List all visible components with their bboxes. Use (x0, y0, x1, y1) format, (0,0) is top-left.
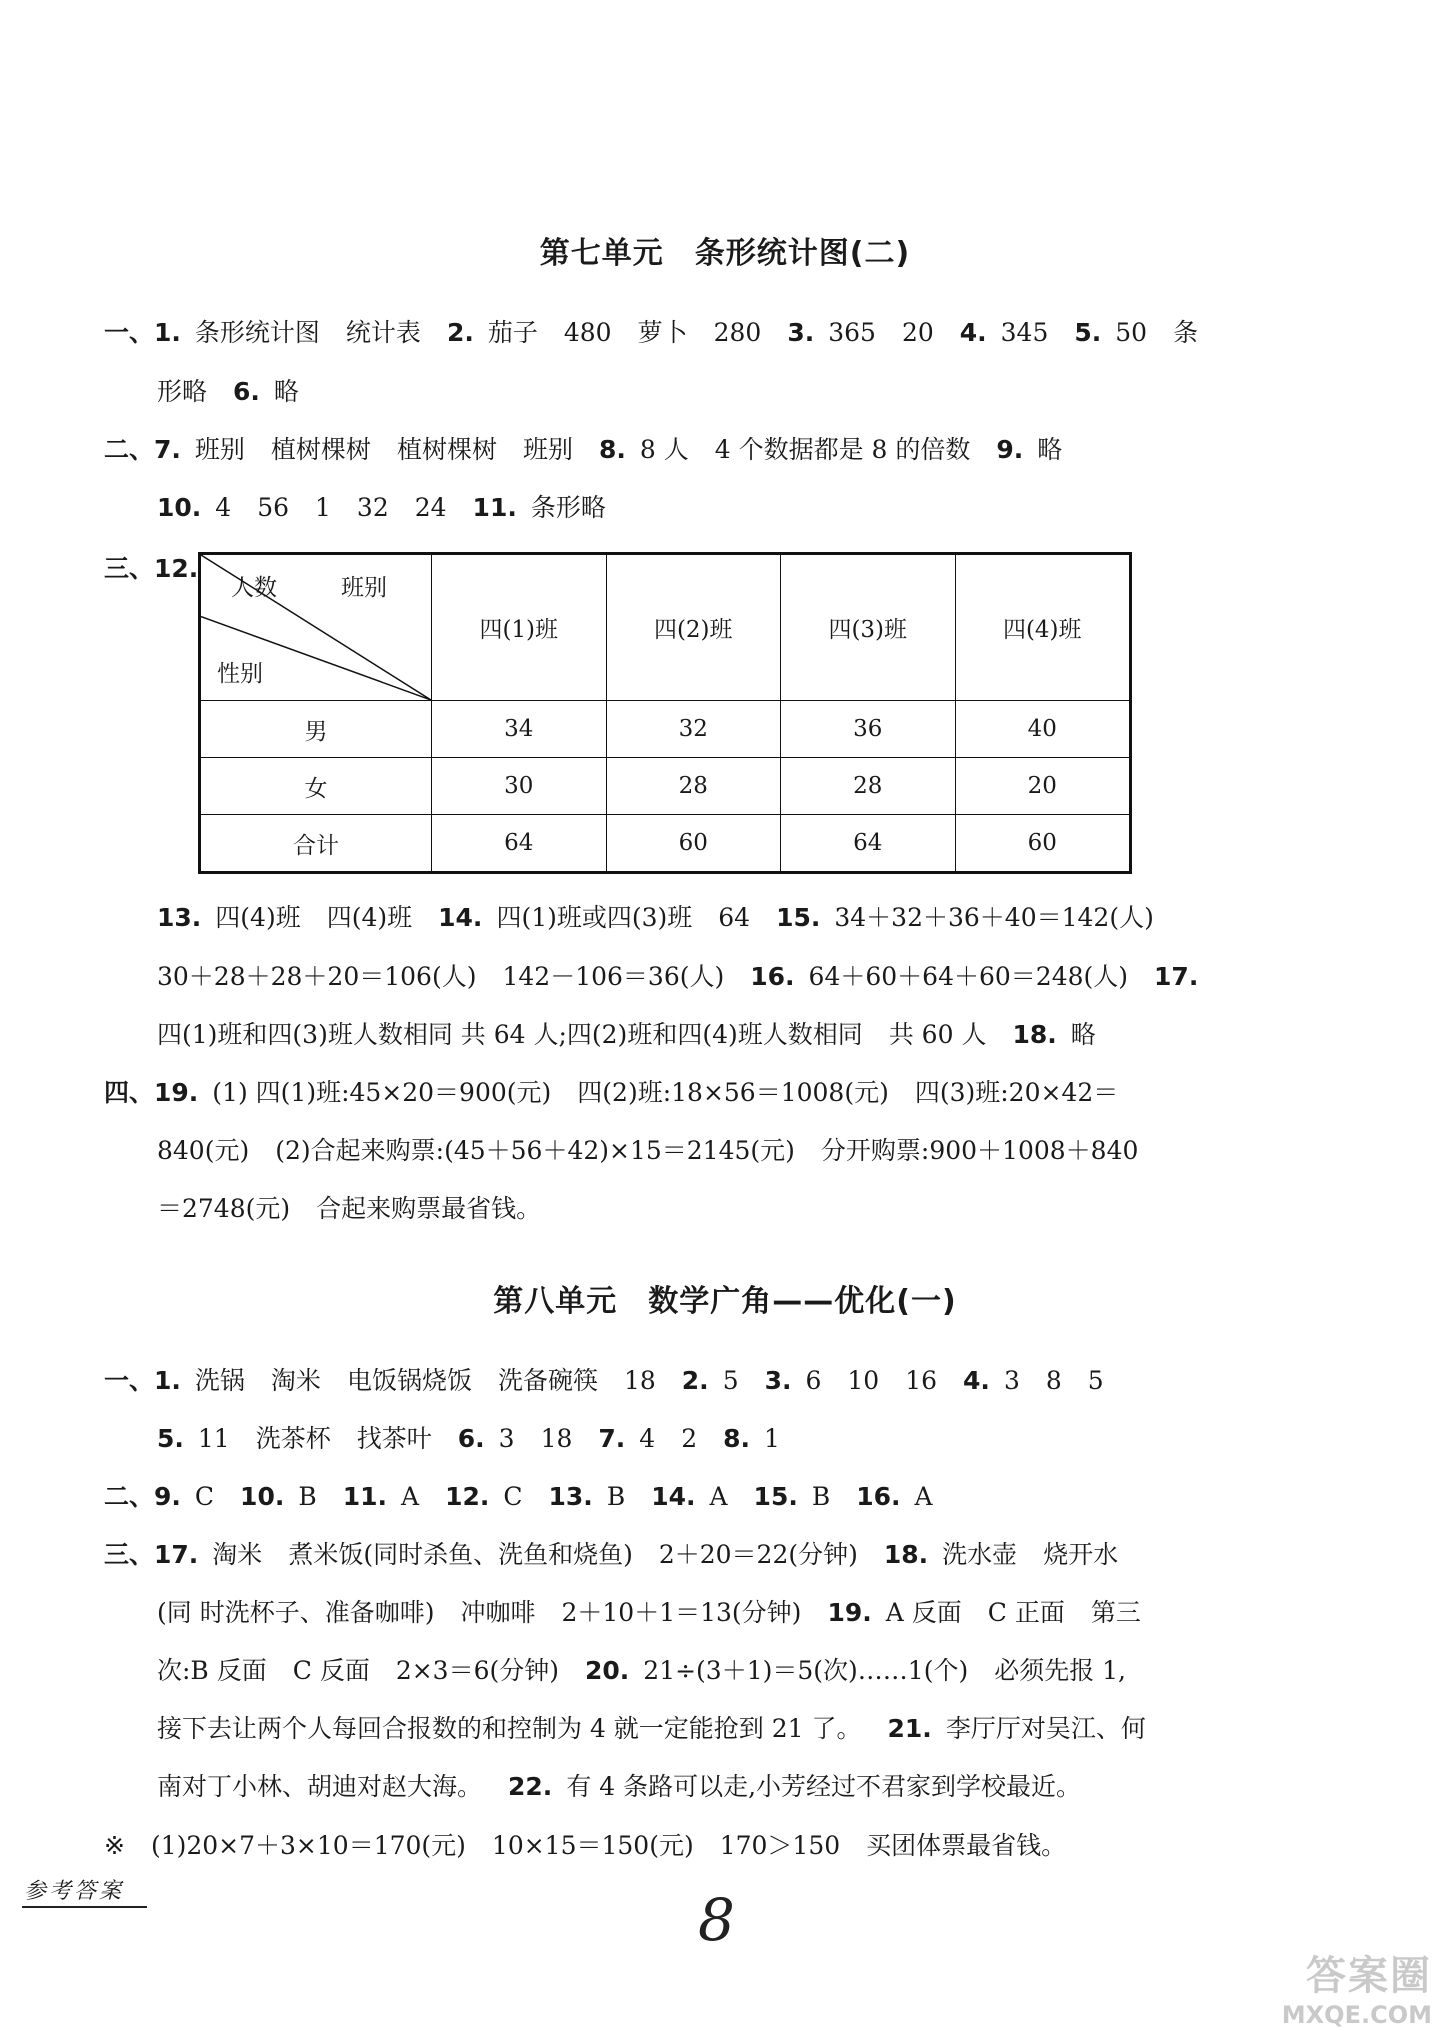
table-header-cell: 四(1)班 (432, 555, 607, 701)
table-cell: 60 (606, 815, 781, 872)
table-cell: 64 (781, 815, 956, 872)
table-cell: 60 (955, 815, 1130, 872)
row-label: 男 (201, 701, 432, 758)
unit8-line-3: 二、9. C 10. B 11. A 12. C 13. B 14. A 15. B 16. A (104, 1482, 933, 1511)
page-number: 8 (698, 1886, 735, 1954)
unit7-line-6: 13. 四(4)班 四(4)班 14. 四(1)班或四(3)班 64 15. 34＋32＋36＋40＝142(人) (157, 903, 1154, 932)
watermark-top: 答案圈 (1306, 1953, 1432, 1999)
unit8-line-1: 一、1. 洗锅 淘米 电饭锅烧饭 洗备碗筷 18 2. 5 3. 6 10 16 4. 3 8 5 (104, 1366, 1104, 1395)
unit7-line-9: 四、19. (1) 四(1)班:45×20＝900(元) 四(2)班:18×56＝1008(元) 四(3)班:20×42＝ (104, 1078, 1119, 1107)
table-cell: 64 (432, 815, 607, 872)
table-header-cell: 四(4)班 (955, 555, 1130, 701)
unit7-line-11: ＝2748(元) 合起来购票最省钱。 (157, 1194, 542, 1223)
unit7-line-10: 840(元) (2)合起来购票:(45＋56＋42)×15＝2145(元) 分开购票:900＋1008＋840 (157, 1136, 1139, 1165)
table-header-cell: 四(2)班 (606, 555, 781, 701)
watermark-bottom: MXQE.COM (1281, 2001, 1432, 2029)
corner-label-gender: 性别 (217, 661, 263, 687)
table-cell: 34 (432, 701, 607, 758)
unit7-line-7: 30＋28＋28＋20＝106(人) 142－106＝36(人) 16. 64＋60＋64＋60＝248(人) 17. (157, 962, 1199, 991)
row-label: 女 (201, 758, 432, 815)
table-cell: 36 (781, 701, 956, 758)
table-row (201, 758, 1130, 815)
unit7-line-2: 形略 6. 略 (157, 377, 299, 406)
table-row (201, 815, 1130, 872)
table-corner-cell (201, 555, 432, 701)
footer-label: 参考答案 (24, 1879, 125, 1904)
corner-label-class: 班别 (341, 575, 387, 601)
unit8-line-9: ※ (1)20×7＋3×10＝170(元) 10×15＝150(元) 170＞150 买团体票最省钱。 (104, 1831, 1067, 1860)
unit8-line-4: 三、17. 淘米 煮米饭(同时杀鱼、洗鱼和烧鱼) 2＋20＝22(分钟) 18. 洗水壶 烧开水 (104, 1540, 1119, 1569)
unit8-line-6: 次:B 反面 C 反面 2×3＝6(分钟) 20. 21÷(3＋1)＝5(次)……1(个) 必须先报 1, (157, 1656, 1127, 1685)
unit8-line-2: 5. 11 洗茶杯 找茶叶 6. 3 18 7. 4 2 8. 1 (157, 1424, 780, 1453)
unit8-line-7: 接下去让两个人每回合报数的和控制为 4 就一定能抢到 21 了。 21. 李厅厅对吴江、何 (157, 1714, 1146, 1743)
row-label: 合计 (201, 815, 432, 872)
unit7-line-5-label: 三、12. (104, 554, 199, 583)
unit8-line-8: 南对丁小林、胡迪对赵大海。 22. 有 4 条路可以走,小芳经过不君家到学校最近。 (157, 1772, 1082, 1801)
table-cell: 40 (955, 701, 1130, 758)
table-row (201, 701, 1130, 758)
table-cell: 28 (606, 758, 781, 815)
footer-rule (22, 1906, 147, 1908)
table-cell: 20 (955, 758, 1130, 815)
unit7-line-8: 四(1)班和四(3)班人数相同 共 64 人;四(2)班和四(4)班人数相同 共 60 人 18. 略 (157, 1020, 1096, 1049)
unit8-title: 第八单元 数学广角——优化(一) (493, 1284, 957, 1319)
table-cell: 32 (606, 701, 781, 758)
corner-label-people: 人数 (231, 575, 277, 601)
unit7-line-4: 10. 4 56 1 32 24 11. 条形略 (157, 493, 606, 522)
table-header-cell: 四(3)班 (781, 555, 956, 701)
table-cell: 30 (432, 758, 607, 815)
watermark (1282, 1944, 1432, 2029)
table-cell: 28 (781, 758, 956, 815)
unit8-line-5: (同 时洗杯子、准备咖啡) 冲咖啡 2＋10＋1＝13(分钟) 19. A 反面 C 正面 第三 (157, 1598, 1141, 1627)
unit7-line-3: 二、7. 班别 植树棵树 植树棵树 班别 8. 8 人 4 个数据都是 8 的倍数 9. 略 (104, 435, 1063, 464)
class-gender-table (198, 552, 1132, 874)
unit7-line-1: 一、1. 条形统计图 统计表 2. 茄子 480 萝卜 280 3. 365 20 4. 345 5. 50 条 (104, 318, 1199, 347)
unit7-title: 第七单元 条形统计图(二) (539, 236, 911, 271)
